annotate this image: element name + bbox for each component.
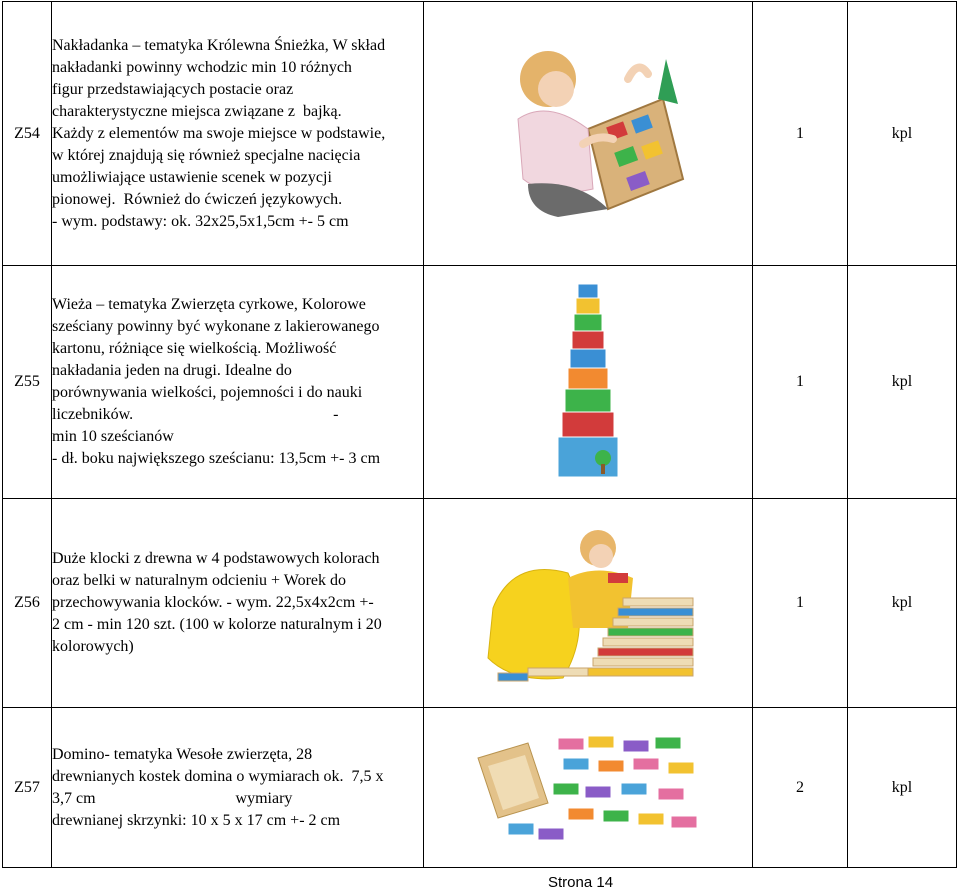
item-id: Z57: [3, 708, 52, 868]
desc-line: kolorowych): [52, 638, 134, 655]
desc-line: sześciany powinny być wykonane z lakierowanego: [52, 318, 380, 335]
table-row: [3, 2, 957, 266]
desc-line: porównywania wielkości, pojemności i do nauki: [52, 384, 363, 401]
item-description: [52, 708, 424, 868]
desc-line: Każdy z elementów ma swoje miejsce w podstawie,: [52, 124, 386, 142]
desc-line: kartonu, różniące się wielkością. Możliwość: [52, 340, 337, 357]
desc-line: - dł. boku największego sześcianu: 13,5cm +- 3 cm: [52, 450, 381, 467]
table-row: [3, 266, 957, 499]
item-description: [52, 499, 424, 708]
table-row: [3, 499, 957, 708]
desc-line: drewnianej skrzynki: 10 x 5 x 17 cm +- 2 cm: [52, 811, 341, 829]
item-id: Z55: [3, 266, 52, 499]
stacking-tower-image: [548, 280, 628, 485]
spec-table: [2, 1, 957, 868]
desc-line: Domino- tematyka Wesołe zwierzęta, 28: [52, 745, 313, 763]
desc-line: oraz belki w naturalnym odcieniu + Worek do: [52, 572, 347, 589]
desc-line: umożliwiające ustawienie scenek w pozycji: [52, 168, 332, 186]
page-number: Strona 14: [548, 874, 614, 891]
desc-line: charakterystyczne miejsca związane z bajką.: [52, 102, 342, 120]
item-unit: kpl: [848, 2, 957, 266]
desc-line: 2 cm - min 120 szt. (100 w kolorze naturalnym i 20: [52, 616, 382, 633]
item-description: [52, 266, 424, 499]
item-quantity: 1: [753, 499, 848, 708]
item-id: Z56: [3, 499, 52, 708]
desc-line: Wieża – tematyka Zwierzęta cyrkowe, Kolorowe: [52, 296, 366, 313]
item-unit: kpl: [848, 499, 957, 708]
desc-line: liczebników. -: [52, 406, 339, 423]
item-unit: kpl: [848, 708, 957, 868]
product-image-cell: [424, 266, 753, 499]
item-id: Z54: [3, 2, 52, 266]
desc-line: - wym. podstawy: ok. 32x25,5x1,5cm +- 5 cm: [52, 212, 349, 230]
desc-line: figur przedstawiających postacie oraz: [52, 80, 294, 98]
desc-line: w której znajdują się również specjalne nacięcia: [52, 146, 361, 164]
item-quantity: 2: [753, 708, 848, 868]
desc-line: Nakładanka – tematyka Królewna Śnieżka, W skład: [52, 36, 386, 54]
desc-line: nakładania jeden na drugi. Idealne do: [52, 362, 292, 379]
item-unit: kpl: [848, 266, 957, 499]
desc-line: pionowej. Również do ćwiczeń językowych.: [52, 190, 343, 208]
domino-set-image: [473, 728, 703, 848]
desc-line: przechowywania klocków. - wym. 22,5x4x2cm +-: [52, 594, 374, 611]
product-image-cell: [424, 708, 753, 868]
desc-line: nakładanki powinny wchodzic min 10 różnych: [52, 58, 352, 76]
item-quantity: 1: [753, 2, 848, 266]
desc-line: 3,7 cm wymiary: [52, 789, 293, 807]
product-image-cell: [424, 499, 753, 708]
wooden-blocks-image: [473, 518, 703, 688]
item-description: [52, 2, 424, 266]
desc-line: min 10 sześcianów: [52, 428, 174, 445]
item-quantity: 1: [753, 266, 848, 499]
product-image-cell: [424, 2, 753, 266]
desc-line: Duże klocki z drewna w 4 podstawowych kolorach: [52, 550, 380, 567]
desc-line: drewnianych kostek domina o wymiarach ok. 7,5 x: [52, 767, 384, 785]
puzzle-child-image: [488, 39, 688, 229]
table-row: [3, 708, 957, 868]
